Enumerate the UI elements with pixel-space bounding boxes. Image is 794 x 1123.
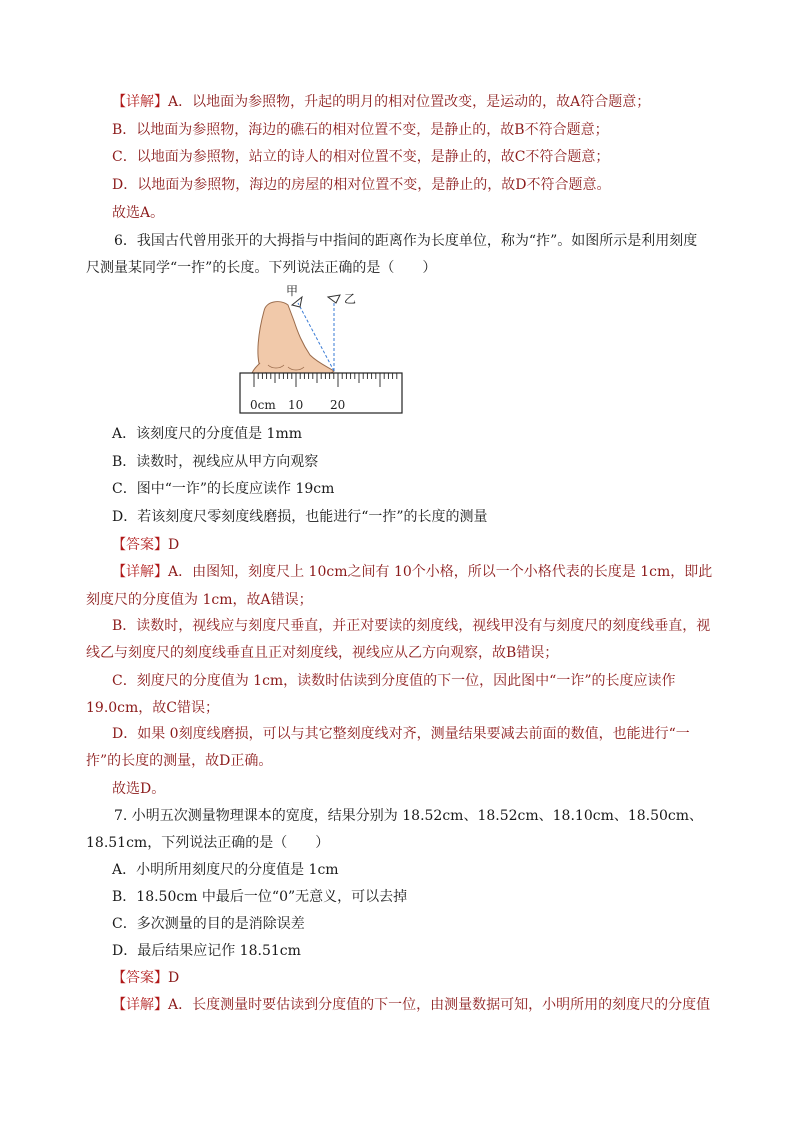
q7-option-b: B．18.50cm 中最后一位“0”无意义，可以去掉 bbox=[112, 889, 408, 905]
q6-option-a: A．该刻度尺的分度值是 1mm bbox=[112, 426, 303, 442]
ruler-hand-figure bbox=[236, 283, 404, 415]
label-jia: 甲 bbox=[286, 284, 299, 298]
q6-option-d: D．若该刻度尺零刻度线磨损，也能进行“一拃”的长度的测量 bbox=[112, 509, 488, 525]
detail-line: B．以地面为参照物，海边的礁石的相对位置不变，是静止的，故B不符合题意； bbox=[112, 122, 609, 138]
q6-option-c: C．图中“一诈”的长度应读作 19cm bbox=[112, 481, 335, 497]
q6-detail-line: 刻度尺的分度值为 1cm，故A错误； bbox=[86, 592, 313, 608]
tick-label-10: 10 bbox=[288, 398, 304, 412]
conclusion-line: 故选D。 bbox=[112, 781, 166, 797]
q6-option-b: B．读数时，视线应从甲方向观察 bbox=[112, 454, 319, 470]
detail-tag: 【详解】 bbox=[112, 94, 168, 110]
q7-option-c: C．多次测量的目的是消除误差 bbox=[112, 916, 305, 932]
q6-detail-line: 拃”的长度的测量，故D正确。 bbox=[86, 753, 273, 769]
q6-detail-line: 19.0cm，故C错误； bbox=[86, 700, 219, 716]
detail-line: 【详解】A．以地面为参照物，升起的明月的相对位置改变，是运动的，故A符合题意； bbox=[112, 94, 651, 110]
tick-label-20: 20 bbox=[330, 398, 346, 412]
q7-option-a: A．小明所用刻度尺的分度值是 1cm bbox=[112, 862, 339, 878]
q6-detail-line: B．读数时，视线应与刻度尺垂直，并正对要读的刻度线，视线甲没有与刻度尺的刻度线垂直，视 bbox=[112, 618, 711, 634]
q6-detail-line: 线乙与刻度尺的刻度线垂直且正对刻度线，视线应从乙方向观察，故B错误； bbox=[86, 645, 559, 661]
question-7-stem-cont: 18.51cm，下列说法正确的是（ ） bbox=[86, 835, 330, 851]
q6-detail-line: D．如果 0刻度线磨损，可以与其它整刻度线对齐，测量结果要减去前面的数值，也能进行“一 bbox=[112, 726, 690, 742]
question-6-stem: 6．我国古代曾用张开的大拇指与中指间的距离作为长度单位，称为“拃”。如图所示是利用刻度 bbox=[114, 233, 698, 249]
q6-detail-line: C．刻度尺的分度值为 1cm，读数时估读到分度值的下一位，因此图中“一诈”的长度应读作 bbox=[112, 673, 676, 689]
q6-answer: 【答案】D bbox=[112, 537, 180, 553]
q7-answer: 【答案】D bbox=[112, 970, 180, 986]
detail-line: D．以地面为参照物，海边的房屋的相对位置不变，是静止的，故D不符合题意。 bbox=[112, 177, 611, 193]
conclusion-line: 故选A。 bbox=[112, 205, 165, 221]
tick-label-0: 0cm bbox=[250, 398, 276, 412]
question-7-stem: 7. 小明五次测量物理课本的宽度，结果分别为 18.52cm、18.52cm、18.10cm、18.50cm、 bbox=[114, 808, 704, 824]
label-yi: 乙 bbox=[344, 292, 357, 306]
detail-line: C．以地面为参照物，站立的诗人的相对位置不变，是静止的，故C不符合题意； bbox=[112, 149, 610, 165]
q7-option-d: D．最后结果应记作 18.51cm bbox=[112, 943, 301, 959]
question-6-stem-cont: 尺测量某同学“一拃”的长度。下列说法正确的是（ ） bbox=[86, 260, 437, 276]
q7-detail-line: 【详解】A．长度测量时要估读到分度值的下一位，由测量数据可知，小明所用的刻度尺的分度值 bbox=[112, 997, 711, 1013]
q6-detail-line: 【详解】A．由图知，刻度尺上 10cm之间有 10个小格，所以一个小格代表的长度是 1cm，即此 bbox=[112, 564, 713, 580]
